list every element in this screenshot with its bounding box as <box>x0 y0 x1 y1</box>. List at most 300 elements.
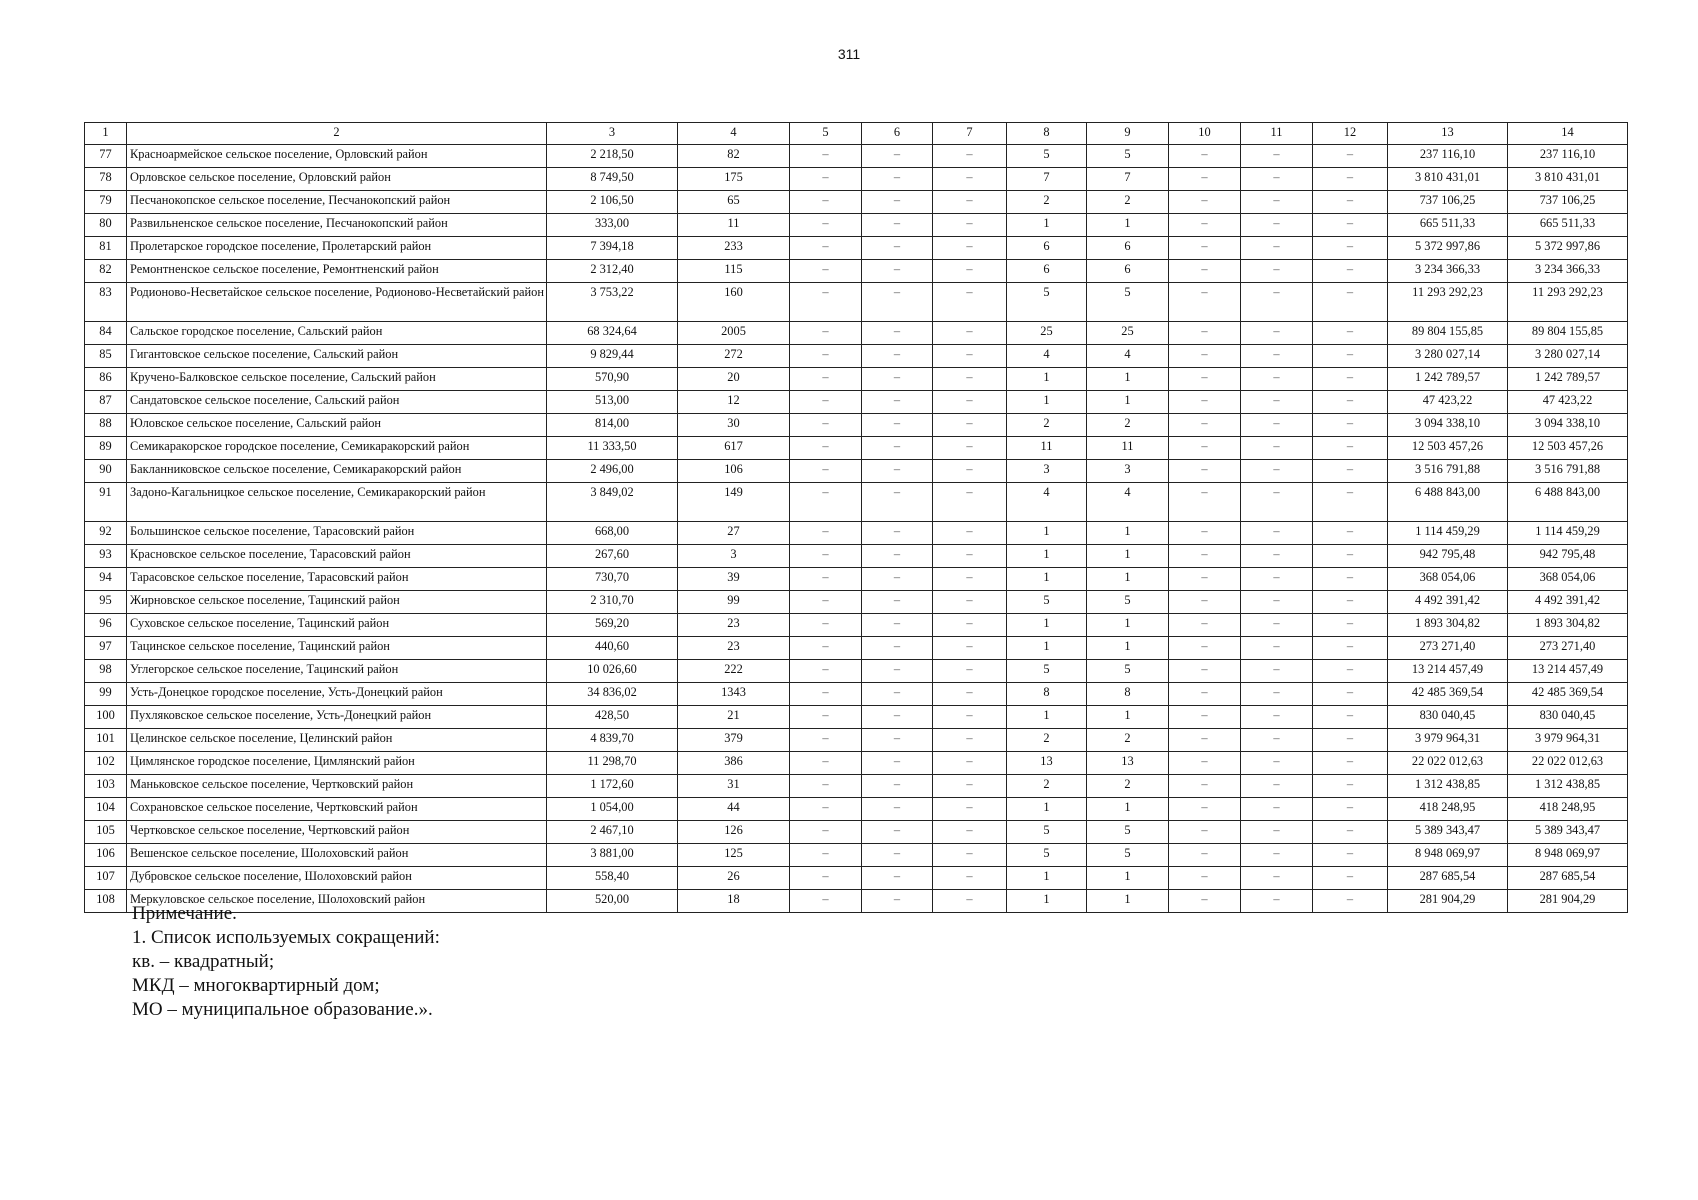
table-cell: 4 <box>1007 483 1087 522</box>
table-cell: – <box>1313 591 1388 614</box>
table-cell: 2 218,50 <box>547 145 678 168</box>
table-cell: 3 280 027,14 <box>1388 345 1508 368</box>
table-cell: – <box>933 283 1007 322</box>
row-number-cell: 100 <box>85 706 127 729</box>
table-cell: 7 <box>1087 168 1169 191</box>
table-cell: – <box>790 168 862 191</box>
data-table <box>84 122 1628 913</box>
table-cell: – <box>1169 522 1241 545</box>
table-cell: 6 <box>1087 260 1169 283</box>
table-cell: 3 094 338,10 <box>1388 414 1508 437</box>
table-cell: – <box>862 775 933 798</box>
row-number-cell: 101 <box>85 729 127 752</box>
table-cell: – <box>933 345 1007 368</box>
settlement-name-cell: Красноармейское сельское поселение, Орловский район <box>127 145 547 168</box>
table-cell: – <box>1241 345 1313 368</box>
table-cell: – <box>790 752 862 775</box>
settlement-name-cell: Орловское сельское поселение, Орловский район <box>127 168 547 191</box>
row-number-cell: 95 <box>85 591 127 614</box>
table-cell: 814,00 <box>547 414 678 437</box>
table-cell: 21 <box>678 706 790 729</box>
row-number-cell: 103 <box>85 775 127 798</box>
table-cell: – <box>1313 752 1388 775</box>
table-cell: – <box>933 660 1007 683</box>
table-row <box>85 260 1628 283</box>
table-cell: 44 <box>678 798 790 821</box>
table-cell: – <box>1313 214 1388 237</box>
table-cell: – <box>1169 844 1241 867</box>
header-cell: 12 <box>1313 123 1388 145</box>
table-cell: – <box>862 391 933 414</box>
table-cell: – <box>933 260 1007 283</box>
settlement-name-cell: Тарасовское сельское поселение, Тарасовский район <box>127 568 547 591</box>
table-cell: – <box>862 683 933 706</box>
table-cell: – <box>933 191 1007 214</box>
table-row <box>85 414 1628 437</box>
table-cell: – <box>1241 775 1313 798</box>
table-cell: 830 040,45 <box>1508 706 1628 729</box>
table-cell: – <box>862 460 933 483</box>
table-cell: 47 423,22 <box>1388 391 1508 414</box>
row-number-cell: 84 <box>85 322 127 345</box>
table-cell: – <box>790 637 862 660</box>
table-row <box>85 752 1628 775</box>
table-cell: 2 <box>1007 775 1087 798</box>
table-cell: – <box>790 368 862 391</box>
table-cell: – <box>862 890 933 913</box>
table-cell: – <box>1313 614 1388 637</box>
table-row <box>85 322 1628 345</box>
table-cell: 160 <box>678 283 790 322</box>
settlement-name-cell: Усть-Донецкое городское поселение, Усть-Донецкий район <box>127 683 547 706</box>
settlement-name-cell: Цимлянское городское поселение, Цимлянский район <box>127 752 547 775</box>
table-cell: – <box>1169 545 1241 568</box>
table-cell: – <box>862 437 933 460</box>
table-cell: 5 <box>1007 145 1087 168</box>
settlement-name-cell: Песчанокопское сельское поселение, Песчанокопский район <box>127 191 547 214</box>
table-cell: – <box>862 483 933 522</box>
table-cell: – <box>933 460 1007 483</box>
table-row <box>85 591 1628 614</box>
table-cell: 1 893 304,82 <box>1508 614 1628 637</box>
row-number-cell: 79 <box>85 191 127 214</box>
table-cell: – <box>1241 867 1313 890</box>
table-cell: 12 <box>678 391 790 414</box>
table-cell: 5 <box>1007 660 1087 683</box>
table-cell: 273 271,40 <box>1388 637 1508 660</box>
table-cell: 11 <box>678 214 790 237</box>
table-cell: – <box>1241 545 1313 568</box>
table-cell: 3 234 366,33 <box>1388 260 1508 283</box>
table-cell: – <box>790 568 862 591</box>
table-cell: 2 310,70 <box>547 591 678 614</box>
table-row <box>85 867 1628 890</box>
table-row <box>85 283 1628 322</box>
table-row <box>85 660 1628 683</box>
table-cell: – <box>933 391 1007 414</box>
table-cell: 281 904,29 <box>1508 890 1628 913</box>
table-cell: 2 <box>1087 191 1169 214</box>
table-cell: 1 <box>1087 867 1169 890</box>
table-cell: – <box>790 890 862 913</box>
table-cell: 1 <box>1087 890 1169 913</box>
table-cell: – <box>862 191 933 214</box>
table-cell: – <box>1313 437 1388 460</box>
table-cell: – <box>1313 145 1388 168</box>
table-cell: – <box>790 322 862 345</box>
table-cell: – <box>790 660 862 683</box>
table-cell: – <box>933 683 1007 706</box>
table-cell: – <box>1313 545 1388 568</box>
table-cell: 2005 <box>678 322 790 345</box>
table-cell: – <box>933 322 1007 345</box>
table-cell: 3 979 964,31 <box>1508 729 1628 752</box>
settlement-name-cell: Бакланниковское сельское поселение, Семикаракорский район <box>127 460 547 483</box>
table-cell: 3 234 366,33 <box>1508 260 1628 283</box>
table-cell: – <box>862 145 933 168</box>
table-cell: 2 <box>1087 414 1169 437</box>
table-cell: – <box>1241 414 1313 437</box>
table-cell: – <box>933 368 1007 391</box>
table-cell: 5 389 343,47 <box>1508 821 1628 844</box>
table-cell: 942 795,48 <box>1388 545 1508 568</box>
table-cell: 20 <box>678 368 790 391</box>
notes-line: кв. – квадратный; <box>132 951 275 972</box>
table-cell: – <box>1169 391 1241 414</box>
table-cell: 4 492 391,42 <box>1388 591 1508 614</box>
row-number-cell: 106 <box>85 844 127 867</box>
table-cell: – <box>1169 322 1241 345</box>
table-row <box>85 214 1628 237</box>
table-cell: 3 <box>678 545 790 568</box>
table-cell: 5 <box>1087 821 1169 844</box>
table-cell: – <box>1313 483 1388 522</box>
row-number-cell: 94 <box>85 568 127 591</box>
table-cell: 42 485 369,54 <box>1508 683 1628 706</box>
table-cell: 1 <box>1007 890 1087 913</box>
table-row <box>85 545 1628 568</box>
table-cell: 440,60 <box>547 637 678 660</box>
settlement-name-cell: Дубровское сельское поселение, Шолоховский район <box>127 867 547 890</box>
table-cell: – <box>862 867 933 890</box>
table-cell: – <box>790 260 862 283</box>
row-number-cell: 97 <box>85 637 127 660</box>
header-cell: 13 <box>1388 123 1508 145</box>
table-cell: – <box>1169 821 1241 844</box>
table-cell: 6 <box>1087 237 1169 260</box>
table-cell: 4 <box>1087 483 1169 522</box>
table-cell: – <box>862 844 933 867</box>
table-cell: 22 022 012,63 <box>1508 752 1628 775</box>
table-cell: 1 <box>1007 391 1087 414</box>
table-cell: – <box>1169 414 1241 437</box>
table-cell: – <box>1169 706 1241 729</box>
table-row <box>85 706 1628 729</box>
table-cell: 106 <box>678 460 790 483</box>
table-cell: 1 242 789,57 <box>1388 368 1508 391</box>
table-cell: 3 516 791,88 <box>1508 460 1628 483</box>
header-cell: 5 <box>790 123 862 145</box>
table-cell: – <box>933 798 1007 821</box>
table-cell: 13 214 457,49 <box>1388 660 1508 683</box>
table-cell: 428,50 <box>547 706 678 729</box>
table-cell: 665 511,33 <box>1508 214 1628 237</box>
table-cell: – <box>1169 729 1241 752</box>
table-cell: 1 172,60 <box>547 775 678 798</box>
table-cell: 1 <box>1087 545 1169 568</box>
table-cell: – <box>1169 890 1241 913</box>
table-cell: 3 094 338,10 <box>1508 414 1628 437</box>
row-number-cell: 93 <box>85 545 127 568</box>
table-cell: – <box>933 145 1007 168</box>
table-cell: 34 836,02 <box>547 683 678 706</box>
settlement-name-cell: Углегорское сельское поселение, Тацинский район <box>127 660 547 683</box>
table-cell: – <box>933 483 1007 522</box>
table-cell: 237 116,10 <box>1508 145 1628 168</box>
notes-line: МО – муниципальное образование.». <box>132 999 433 1020</box>
table-cell: 5 <box>1007 283 1087 322</box>
table-cell: 418 248,95 <box>1508 798 1628 821</box>
table-cell: 11 <box>1087 437 1169 460</box>
table-cell: 3 <box>1087 460 1169 483</box>
table-cell: – <box>1169 660 1241 683</box>
table-cell: – <box>790 237 862 260</box>
table-cell: 1 <box>1087 391 1169 414</box>
table-cell: – <box>1169 798 1241 821</box>
table-cell: – <box>933 890 1007 913</box>
table-cell: – <box>1241 483 1313 522</box>
table-cell: 1 <box>1007 614 1087 637</box>
table-cell: – <box>1241 729 1313 752</box>
table-cell: 333,00 <box>547 214 678 237</box>
table-row <box>85 844 1628 867</box>
table-cell: – <box>1169 345 1241 368</box>
table-cell: – <box>1169 752 1241 775</box>
settlement-name-cell: Сохрановское сельское поселение, Чертковский район <box>127 798 547 821</box>
table-cell: – <box>1169 591 1241 614</box>
table-row <box>85 437 1628 460</box>
table-cell: – <box>1169 775 1241 798</box>
table-cell: – <box>1313 798 1388 821</box>
table-cell: – <box>1169 145 1241 168</box>
table-row <box>85 522 1628 545</box>
settlement-name-cell: Чертковское сельское поселение, Чертковский район <box>127 821 547 844</box>
row-number-cell: 91 <box>85 483 127 522</box>
table-cell: – <box>862 260 933 283</box>
table-cell: 11 333,50 <box>547 437 678 460</box>
table-cell: 18 <box>678 890 790 913</box>
table-cell: 1 <box>1007 798 1087 821</box>
row-number-cell: 96 <box>85 614 127 637</box>
table-cell: 149 <box>678 483 790 522</box>
table-cell: 27 <box>678 522 790 545</box>
table-cell: – <box>862 752 933 775</box>
table-cell: 5 <box>1087 145 1169 168</box>
table-cell: 1 <box>1007 522 1087 545</box>
table-cell: 520,00 <box>547 890 678 913</box>
table-cell: – <box>1313 322 1388 345</box>
row-number-cell: 83 <box>85 283 127 322</box>
table-row <box>85 729 1628 752</box>
table-cell: – <box>1241 260 1313 283</box>
table-cell: 6 488 843,00 <box>1508 483 1628 522</box>
table-cell: – <box>1169 191 1241 214</box>
table-cell: 5 <box>1007 821 1087 844</box>
table-cell: 287 685,54 <box>1508 867 1628 890</box>
table-cell: – <box>933 867 1007 890</box>
table-header-row <box>85 123 1628 145</box>
table-cell: 386 <box>678 752 790 775</box>
table-cell: – <box>1241 591 1313 614</box>
header-cell: 10 <box>1169 123 1241 145</box>
table-cell: – <box>1241 614 1313 637</box>
table-cell: 125 <box>678 844 790 867</box>
table-cell: 126 <box>678 821 790 844</box>
table-cell: 1 242 789,57 <box>1508 368 1628 391</box>
table-row <box>85 798 1628 821</box>
table-cell: – <box>1241 283 1313 322</box>
table-cell: 1 <box>1007 568 1087 591</box>
table-cell: – <box>1241 752 1313 775</box>
settlement-name-cell: Юловское сельское поселение, Сальский район <box>127 414 547 437</box>
table-cell: 30 <box>678 414 790 437</box>
table-cell: 1 <box>1007 214 1087 237</box>
table-cell: 4 492 391,42 <box>1508 591 1628 614</box>
table-cell: – <box>862 414 933 437</box>
table-cell: 5 389 343,47 <box>1388 821 1508 844</box>
settlement-name-cell: Задоно-Кагальницкое сельское поселение, Семикаракорский район <box>127 483 547 522</box>
table-cell: – <box>1241 683 1313 706</box>
table-cell: – <box>933 237 1007 260</box>
table-cell: – <box>1169 214 1241 237</box>
table-cell: – <box>1241 844 1313 867</box>
table-cell: 42 485 369,54 <box>1388 683 1508 706</box>
header-cell: 9 <box>1087 123 1169 145</box>
table-cell: – <box>862 729 933 752</box>
table-cell: 237 116,10 <box>1388 145 1508 168</box>
table-cell: – <box>862 798 933 821</box>
table-cell: 273 271,40 <box>1508 637 1628 660</box>
table-cell: 47 423,22 <box>1508 391 1628 414</box>
row-number-cell: 78 <box>85 168 127 191</box>
table-cell: 12 503 457,26 <box>1388 437 1508 460</box>
table-cell: 22 022 012,63 <box>1388 752 1508 775</box>
table-cell: – <box>1313 844 1388 867</box>
table-cell: 2 312,40 <box>547 260 678 283</box>
table-cell: 11 293 292,23 <box>1388 283 1508 322</box>
table-cell: 1 114 459,29 <box>1388 522 1508 545</box>
header-cell: 14 <box>1508 123 1628 145</box>
header-cell: 4 <box>678 123 790 145</box>
table-cell: – <box>790 437 862 460</box>
table-cell: – <box>862 545 933 568</box>
table-cell: – <box>790 545 862 568</box>
table-cell: 1 <box>1087 637 1169 660</box>
table-cell: 10 026,60 <box>547 660 678 683</box>
table-cell: – <box>1313 283 1388 322</box>
table-cell: 11 293 292,23 <box>1508 283 1628 322</box>
table-cell: – <box>1169 637 1241 660</box>
table-cell: 26 <box>678 867 790 890</box>
row-number-cell: 87 <box>85 391 127 414</box>
table-cell: – <box>1313 568 1388 591</box>
table-cell: – <box>1241 214 1313 237</box>
table-row <box>85 191 1628 214</box>
table-cell: 1 <box>1087 706 1169 729</box>
table-cell: 737 106,25 <box>1508 191 1628 214</box>
table-cell: – <box>790 683 862 706</box>
settlement-name-cell: Тацинское сельское поселение, Тацинский район <box>127 637 547 660</box>
notes-line: МКД – многоквартирный дом; <box>132 975 380 996</box>
table-cell: 7 394,18 <box>547 237 678 260</box>
table-cell: 1343 <box>678 683 790 706</box>
table-cell: 730,70 <box>547 568 678 591</box>
table-cell: – <box>790 283 862 322</box>
table-cell: 65 <box>678 191 790 214</box>
table-cell: 1 <box>1007 706 1087 729</box>
table-cell: – <box>1241 191 1313 214</box>
table-cell: – <box>1169 283 1241 322</box>
table-cell: – <box>933 545 1007 568</box>
table-cell: – <box>1169 237 1241 260</box>
table-cell: 8 <box>1087 683 1169 706</box>
row-number-cell: 92 <box>85 522 127 545</box>
table-cell: 2 <box>1087 775 1169 798</box>
table-row <box>85 460 1628 483</box>
table-cell: – <box>933 821 1007 844</box>
row-number-cell: 88 <box>85 414 127 437</box>
table-cell: – <box>1169 483 1241 522</box>
notes-title: Примечание. <box>132 903 237 924</box>
table-cell: 737 106,25 <box>1388 191 1508 214</box>
table-cell: 8 948 069,97 <box>1508 844 1628 867</box>
table-cell: – <box>1241 145 1313 168</box>
table-cell: – <box>1313 890 1388 913</box>
table-cell: 2 <box>1007 414 1087 437</box>
table-cell: 570,90 <box>547 368 678 391</box>
table-cell: 11 298,70 <box>547 752 678 775</box>
row-number-cell: 90 <box>85 460 127 483</box>
table-cell: 1 <box>1087 568 1169 591</box>
table-cell: 2 496,00 <box>547 460 678 483</box>
table-cell: 1 312 438,85 <box>1388 775 1508 798</box>
table-cell: – <box>1313 237 1388 260</box>
header-cell: 8 <box>1007 123 1087 145</box>
table-cell: 8 <box>1007 683 1087 706</box>
table-cell: – <box>790 191 862 214</box>
table-cell: – <box>933 414 1007 437</box>
table-cell: 5 <box>1007 591 1087 614</box>
row-number-cell: 104 <box>85 798 127 821</box>
table-cell: 569,20 <box>547 614 678 637</box>
table-cell: 287 685,54 <box>1388 867 1508 890</box>
table-cell: 1 312 438,85 <box>1508 775 1628 798</box>
table-cell: – <box>1241 637 1313 660</box>
row-number-cell: 105 <box>85 821 127 844</box>
table-cell: – <box>862 368 933 391</box>
row-number-cell: 81 <box>85 237 127 260</box>
settlement-name-cell: Целинское сельское поселение, Целинский район <box>127 729 547 752</box>
settlement-name-cell: Кручено-Балковское сельское поселение, Сальский район <box>127 368 547 391</box>
settlement-name-cell: Пролетарское городское поселение, Пролетарский район <box>127 237 547 260</box>
table-cell: 1 <box>1007 867 1087 890</box>
row-number-cell: 85 <box>85 345 127 368</box>
table-row <box>85 637 1628 660</box>
table-row <box>85 614 1628 637</box>
table-cell: 3 810 431,01 <box>1388 168 1508 191</box>
table-cell: 6 <box>1007 237 1087 260</box>
table-cell: – <box>933 614 1007 637</box>
